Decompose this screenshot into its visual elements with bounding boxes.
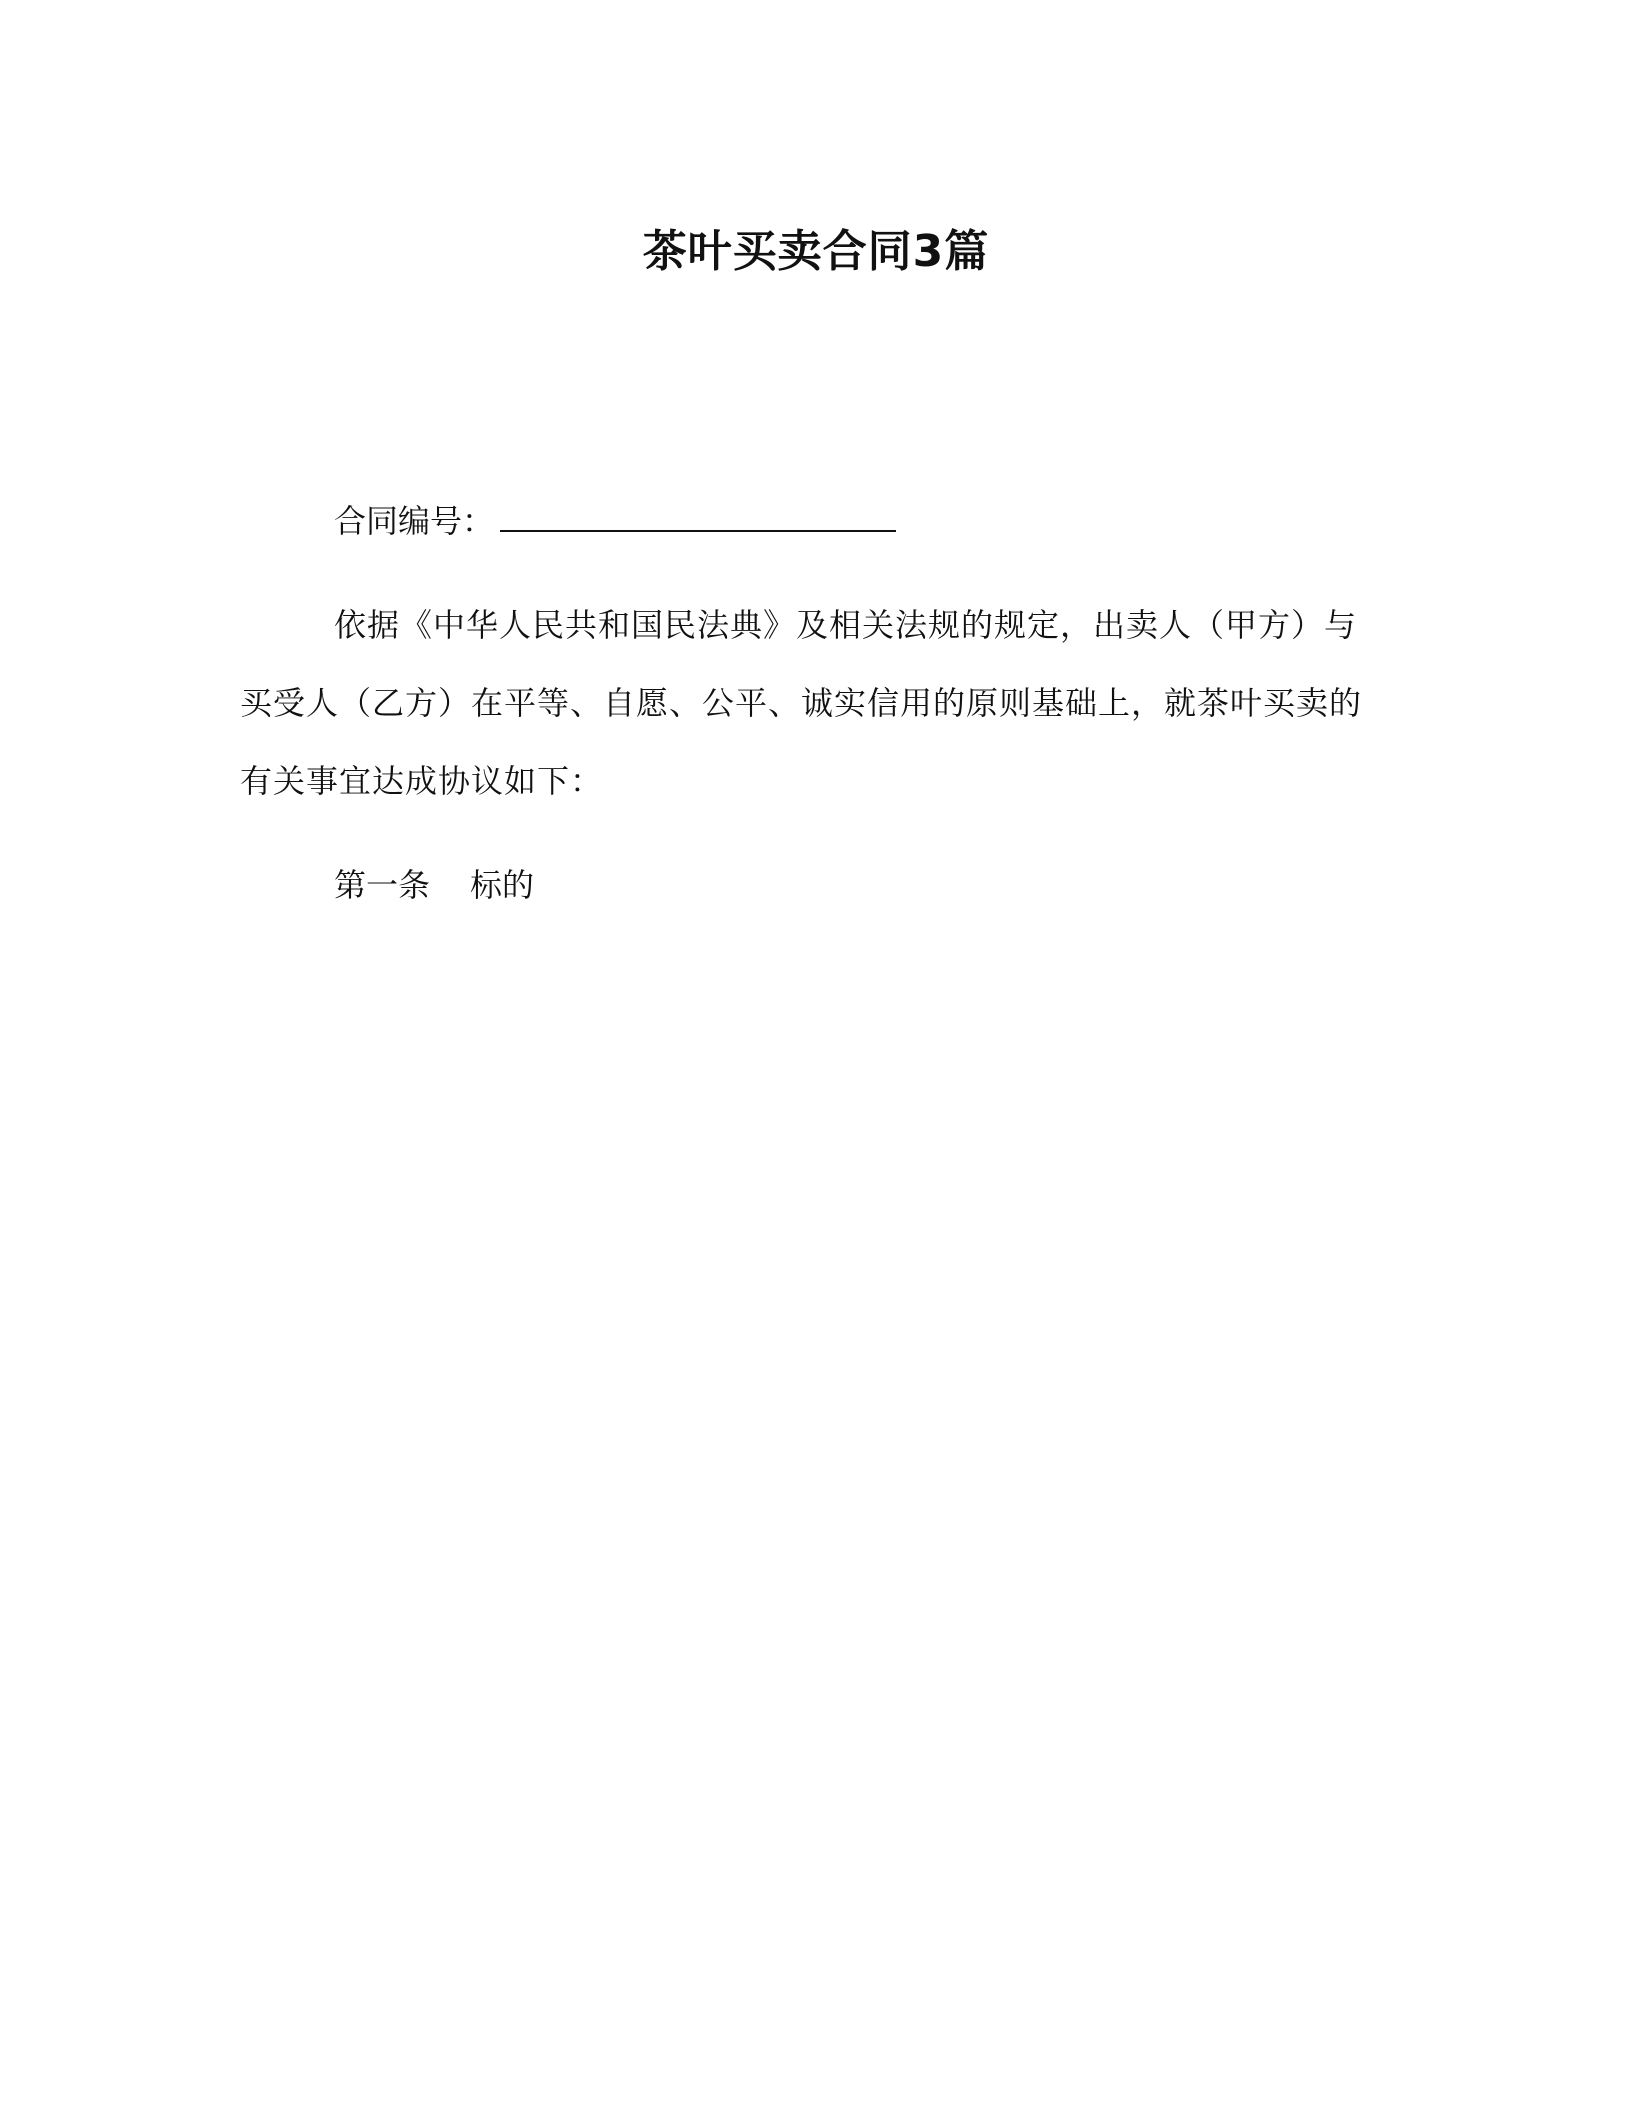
contract-number-label: 合同编号：	[334, 502, 495, 540]
contract-number-line	[240, 482, 1376, 560]
document-title: 茶叶买卖合同3篇	[642, 226, 990, 277]
contract-number-blank[interactable]	[500, 500, 896, 532]
article-1-number: 第一条	[334, 866, 431, 904]
article-1-heading	[240, 846, 1376, 924]
intro-paragraph: 依据《中华人民共和国民法典》及相关法规的规定，出卖人（甲方）与买受人（乙方）在平等、自愿、公平、诚实信用的原则基础上，就茶叶买卖的有关事宜达成协议如下：	[240, 606, 1363, 800]
article-1-title: 标的	[470, 866, 535, 904]
